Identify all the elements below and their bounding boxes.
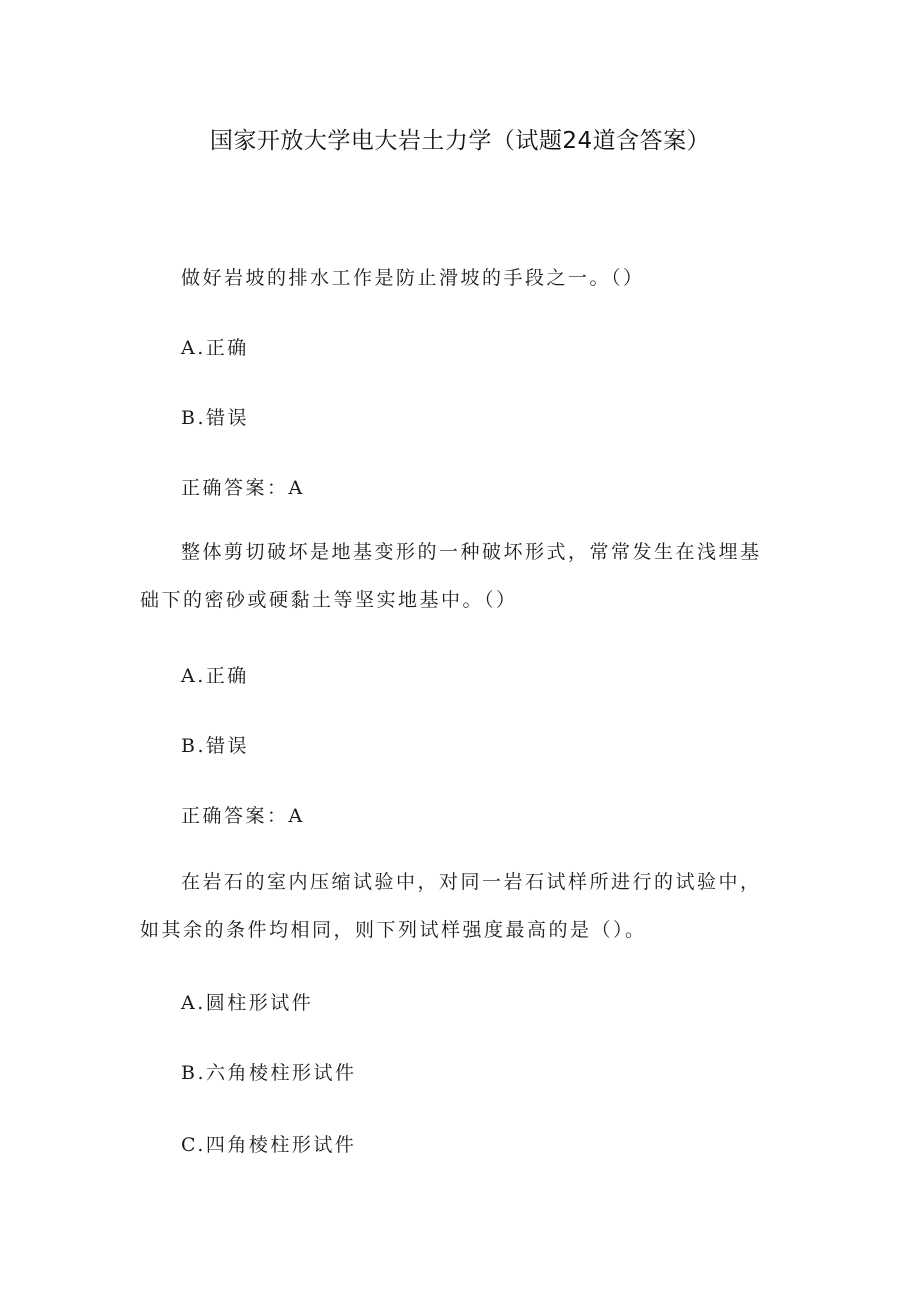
question-1-text: 做好岩坡的排水工作是防止滑坡的手段之一。（） xyxy=(181,267,645,289)
question-3-option-a: A.圆柱形试件 xyxy=(181,992,314,1014)
question-3-option-b: B.六角棱柱形试件 xyxy=(181,1062,357,1084)
question-2-text: 整体剪切破坏是地基变形的一种破坏形式，常常发生在浅埋基础下的密砂或硬黏土等坚实地基中。（） xyxy=(140,541,762,611)
question-2-option-b: B.错误 xyxy=(181,735,250,757)
question-3-text: 在岩石的室内压缩试验中，对同一岩石试样所进行的试验中，如其余的条件均相同，则下列试样强度最高的是（）。 xyxy=(140,871,762,941)
question-3-option-c: C.四角棱柱形试件 xyxy=(181,1134,357,1156)
question-1-option-a: A.正确 xyxy=(181,337,249,359)
question-1-option-b: B.错误 xyxy=(181,407,250,429)
document-title: 国家开放大学电大岩土力学（试题24道含答案） xyxy=(209,128,711,154)
question-2-answer: 正确答案：A xyxy=(181,805,305,827)
question-2-option-a: A.正确 xyxy=(181,665,249,687)
question-1-answer: 正确答案：A xyxy=(181,477,305,499)
